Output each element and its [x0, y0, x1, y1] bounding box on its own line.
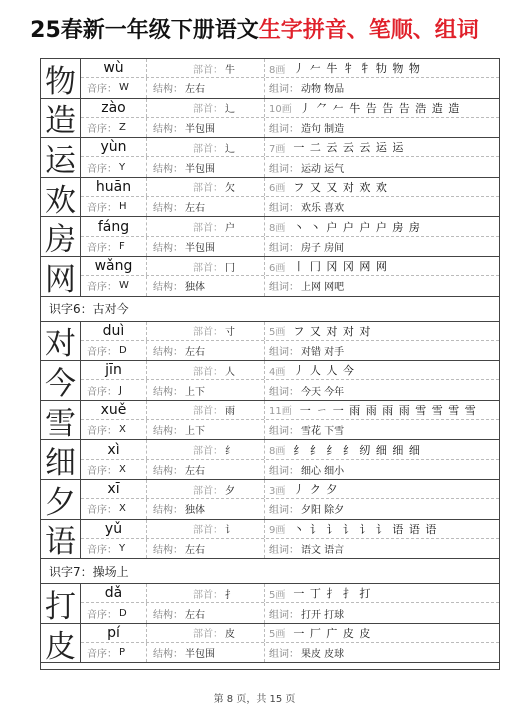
words-field: [265, 603, 499, 622]
radical-field: [147, 440, 265, 458]
radical-label: 部首：: [193, 525, 223, 537]
row-bottom-line: [81, 460, 499, 479]
row-top-line: [81, 440, 499, 459]
character-cell: 造: [41, 99, 81, 138]
index-letter-label: 音序：: [87, 84, 117, 96]
character-cell: 对: [41, 322, 81, 361]
structure-field: [147, 78, 265, 97]
index-letter-field: [81, 341, 147, 360]
index-letter-label: 音序：: [87, 649, 117, 661]
index-letter-label: 音序：: [87, 124, 117, 136]
words-value: 欢乐 喜欢: [301, 203, 345, 215]
structure-field: [147, 380, 265, 399]
row-bottom-line: [81, 539, 499, 558]
index-letter-label: 音序：: [87, 203, 117, 215]
words-label: 组词：: [269, 386, 299, 398]
stroke-count: 5画: [269, 327, 286, 339]
radical-label: 部首：: [193, 223, 223, 235]
radical-value: 纟: [225, 446, 235, 458]
row-bottom-line: [81, 276, 499, 295]
index-letter-field: [81, 643, 147, 662]
character-cell: 运: [41, 138, 81, 177]
words-field: [265, 643, 499, 662]
pinyin: xī: [81, 480, 147, 498]
index-letter-field: [81, 499, 147, 518]
stroke-order-field: [265, 520, 499, 538]
radical-field: [147, 257, 265, 275]
radical-field: [147, 178, 265, 196]
structure-field: [147, 460, 265, 479]
pinyin: xuě: [81, 401, 147, 419]
words-field: [265, 341, 499, 360]
structure-label: 结构：: [153, 163, 183, 175]
radical-value: 寸: [225, 327, 235, 339]
character-cell: 网: [41, 257, 81, 296]
words-label: 组词：: [269, 124, 299, 136]
stroke-sequence: 一 丁 扌 扌 打: [293, 587, 372, 601]
stroke-order-field: [265, 178, 499, 196]
character-cell: 今: [41, 361, 81, 400]
radical-label: 部首：: [193, 104, 223, 116]
words-label: 组词：: [269, 203, 299, 215]
character-cell: 打: [41, 584, 81, 623]
stroke-sequence: フ 又 对 对 对: [293, 324, 372, 338]
radical-value: 讠: [225, 525, 235, 537]
stroke-count: 6画: [269, 183, 286, 195]
words-value: 运动 运气: [301, 163, 345, 175]
index-letter-value: W: [119, 82, 129, 94]
radical-label: 部首：: [193, 589, 223, 601]
pinyin: yùn: [81, 138, 147, 156]
structure-label: 结构：: [153, 124, 183, 136]
pinyin: jīn: [81, 361, 147, 379]
row-top-line: [81, 59, 499, 78]
character-row: [41, 480, 499, 520]
words-label: 组词：: [269, 282, 299, 294]
words-value: 雪花 下雪: [301, 426, 345, 438]
words-field: [265, 276, 499, 295]
character-row: [41, 59, 499, 99]
stroke-count: 11画: [269, 406, 292, 418]
character-cell: 皮: [41, 624, 81, 663]
words-label: 组词：: [269, 347, 299, 359]
index-letter-field: [81, 276, 147, 295]
structure-field: [147, 420, 265, 439]
radical-label: 部首：: [193, 143, 223, 155]
words-field: [265, 78, 499, 97]
index-letter-value: P: [119, 647, 126, 659]
row-bottom-line: [81, 420, 499, 439]
structure-label: 结构：: [153, 465, 183, 477]
stroke-sequence: 丨 冂 冈 冈 网 网: [293, 260, 388, 274]
index-letter-field: [81, 197, 147, 216]
radical-field: [147, 520, 265, 538]
row-top-line: [81, 624, 499, 643]
structure-field: [147, 237, 265, 256]
words-label: 组词：: [269, 163, 299, 175]
stroke-order-field: [265, 401, 499, 419]
stroke-count: 3画: [269, 485, 286, 497]
structure-value: 半包围: [185, 163, 215, 175]
row-bottom-line: [81, 157, 499, 176]
structure-label: 结构：: [153, 426, 183, 438]
radical-label: 部首：: [193, 629, 223, 641]
structure-label: 结构：: [153, 609, 183, 621]
stroke-order-field: [265, 138, 499, 156]
row-bottom-line: [81, 643, 499, 662]
row-bottom-line: [81, 237, 499, 256]
radical-value: 户: [225, 223, 235, 235]
page-footer: 第 8 页，共 15 页: [213, 694, 296, 705]
radical-value: 扌: [225, 589, 235, 601]
structure-value: 半包围: [185, 242, 215, 254]
index-letter-field: [81, 420, 147, 439]
row-bottom-line: [81, 380, 499, 399]
stroke-order-field: [265, 257, 499, 275]
index-letter-value: D: [119, 345, 127, 357]
character-cell: 夕: [41, 480, 81, 519]
character-row: [41, 138, 499, 178]
stroke-sequence: 纟 纟 纟 纟 纫 细 细 细: [293, 443, 421, 457]
radical-field: [147, 59, 265, 77]
radical-field: [147, 217, 265, 235]
words-label: 组词：: [269, 609, 299, 621]
stroke-sequence: 一 二 云 云 云 运 运: [293, 141, 405, 155]
pinyin: duì: [81, 322, 147, 340]
radical-label: 部首：: [193, 64, 223, 76]
words-value: 造句 制造: [301, 124, 345, 136]
radical-field: [147, 584, 265, 602]
radical-label: 部首：: [193, 366, 223, 378]
index-letter-label: 音序：: [87, 242, 117, 254]
index-letter-value: Y: [119, 161, 126, 173]
character-row: [41, 440, 499, 480]
structure-value: 半包围: [185, 649, 215, 661]
stroke-sequence: 丿 ク 夕: [293, 483, 339, 497]
words-value: 对错 对手: [301, 347, 345, 359]
row-top-line: [81, 361, 499, 380]
structure-field: [147, 603, 265, 622]
stroke-sequence: 丿 人 人 今: [293, 364, 355, 378]
stroke-order-field: [265, 322, 499, 340]
stroke-count: 6画: [269, 262, 286, 274]
words-value: 果皮 皮球: [301, 649, 345, 661]
words-field: [265, 197, 499, 216]
radical-field: [147, 99, 265, 117]
structure-value: 独体: [185, 505, 205, 517]
radical-label: 部首：: [193, 262, 223, 274]
structure-label: 结构：: [153, 649, 183, 661]
row-top-line: [81, 217, 499, 236]
stroke-sequence: 一 ㄧ 一 雨 雨 雨 雨 雪 雪 雪 雪: [299, 403, 477, 417]
radical-value: 人: [225, 366, 235, 378]
character-cell: 雪: [41, 401, 81, 440]
stroke-count: 8画: [269, 223, 286, 235]
index-letter-label: 音序：: [87, 465, 117, 477]
words-value: 细心 细小: [301, 465, 345, 477]
pinyin: xì: [81, 440, 147, 458]
index-letter-label: 音序：: [87, 609, 117, 621]
row-top-line: [81, 584, 499, 603]
index-letter-value: H: [119, 201, 127, 213]
page-title: [0, 13, 509, 45]
words-field: [265, 420, 499, 439]
radical-label: 部首：: [193, 406, 223, 418]
row-top-line: [81, 480, 499, 499]
pinyin: fáng: [81, 217, 147, 235]
character-row: [41, 584, 499, 624]
index-letter-label: 音序：: [87, 505, 117, 517]
section-heading: 识字7：操场上: [41, 559, 499, 584]
radical-label: 部首：: [193, 485, 223, 497]
stroke-order-field: [265, 624, 499, 642]
words-label: 组词：: [269, 649, 299, 661]
structure-value: 左右: [185, 465, 205, 477]
index-letter-field: [81, 380, 147, 399]
character-row: [41, 178, 499, 218]
structure-label: 结构：: [153, 347, 183, 359]
words-label: 组词：: [269, 465, 299, 477]
character-cell: 细: [41, 440, 81, 479]
structure-label: 结构：: [153, 282, 183, 294]
words-value: 夕阳 除夕: [301, 505, 345, 517]
character-row: [41, 99, 499, 139]
stroke-count: 9画: [269, 525, 286, 537]
stroke-count: 10画: [269, 104, 292, 116]
structure-field: [147, 539, 265, 558]
words-field: [265, 460, 499, 479]
index-letter-value: Z: [119, 122, 126, 134]
index-letter-value: J: [119, 384, 122, 396]
structure-value: 左右: [185, 545, 205, 557]
radical-value: 辶: [225, 104, 235, 116]
stroke-order-field: [265, 217, 499, 235]
structure-field: [147, 118, 265, 137]
words-field: [265, 118, 499, 137]
radical-label: 部首：: [193, 327, 223, 339]
index-letter-label: 音序：: [87, 163, 117, 175]
row-top-line: [81, 257, 499, 276]
words-field: [265, 499, 499, 518]
index-letter-value: W: [119, 280, 129, 292]
row-bottom-line: [81, 603, 499, 622]
character-cell: 语: [41, 520, 81, 559]
stroke-sequence: 丶 讠 讠 讠 讠 讠 语 语 语: [293, 522, 438, 536]
stroke-count: 4画: [269, 366, 286, 378]
stroke-count: 8画: [269, 64, 286, 76]
stroke-count: 5画: [269, 629, 286, 641]
structure-value: 半包围: [185, 124, 215, 136]
structure-field: [147, 643, 265, 662]
index-letter-field: [81, 118, 147, 137]
stroke-order-field: [265, 361, 499, 379]
row-bottom-line: [81, 118, 499, 137]
structure-label: 结构：: [153, 84, 183, 96]
index-letter-field: [81, 603, 147, 622]
character-row: [41, 624, 499, 664]
index-letter-value: D: [119, 607, 127, 619]
row-top-line: [81, 520, 499, 539]
stroke-sequence: 丿 𠂉 牛 牜 牜 牞 物 物: [293, 62, 421, 76]
title-part-1: 25春新一年级下册语文: [30, 18, 259, 43]
pinyin: dǎ: [81, 584, 147, 602]
words-label: 组词：: [269, 545, 299, 557]
pinyin: zào: [81, 99, 147, 117]
words-value: 房子 房间: [301, 242, 345, 254]
character-table: [40, 58, 500, 670]
row-top-line: [81, 138, 499, 157]
index-letter-label: 音序：: [87, 545, 117, 557]
radical-value: 牛: [225, 64, 235, 76]
character-row: [41, 401, 499, 441]
index-letter-field: [81, 460, 147, 479]
structure-label: 结构：: [153, 203, 183, 215]
radical-value: 冂: [225, 262, 235, 274]
structure-value: 左右: [185, 203, 205, 215]
stroke-order-field: [265, 584, 499, 602]
words-field: [265, 157, 499, 176]
radical-value: 欠: [225, 183, 235, 195]
index-letter-label: 音序：: [87, 347, 117, 359]
title-part-2: 生字拼音、笔顺、组词: [258, 18, 479, 43]
stroke-order-field: [265, 480, 499, 498]
structure-field: [147, 341, 265, 360]
structure-label: 结构：: [153, 545, 183, 557]
stroke-order-field: [265, 59, 499, 77]
stroke-sequence: フ 又 又 对 欢 欢: [293, 180, 388, 194]
radical-label: 部首：: [193, 446, 223, 458]
index-letter-label: 音序：: [87, 386, 117, 398]
index-letter-label: 音序：: [87, 282, 117, 294]
structure-value: 上下: [185, 386, 205, 398]
character-row: [41, 322, 499, 362]
radical-field: [147, 624, 265, 642]
radical-field: [147, 138, 265, 156]
words-value: 上网 网吧: [301, 282, 345, 294]
index-letter-field: [81, 78, 147, 97]
stroke-order-field: [265, 440, 499, 458]
structure-field: [147, 276, 265, 295]
character-row: [41, 520, 499, 560]
stroke-sequence: 一 厂 广 皮 皮: [293, 626, 372, 640]
index-letter-field: [81, 157, 147, 176]
index-letter-value: Y: [119, 543, 126, 555]
words-value: 今天 今年: [301, 386, 345, 398]
structure-value: 左右: [185, 84, 205, 96]
radical-field: [147, 480, 265, 498]
structure-field: [147, 499, 265, 518]
structure-label: 结构：: [153, 505, 183, 517]
stroke-sequence: 丿 ⺈ 𠂉 牛 告 告 告 浩 造 造: [299, 101, 461, 115]
radical-field: [147, 401, 265, 419]
index-letter-field: [81, 237, 147, 256]
character-cell: 房: [41, 217, 81, 256]
structure-value: 左右: [185, 347, 205, 359]
words-value: 动物 物品: [301, 84, 345, 96]
section-heading: 识字6：古对今: [41, 297, 499, 322]
index-letter-value: X: [119, 463, 126, 475]
row-bottom-line: [81, 78, 499, 97]
pinyin: huān: [81, 178, 147, 196]
structure-value: 上下: [185, 426, 205, 438]
structure-label: 结构：: [153, 386, 183, 398]
stroke-count: 7画: [269, 143, 286, 155]
row-top-line: [81, 401, 499, 420]
pinyin: wù: [81, 59, 147, 77]
structure-field: [147, 197, 265, 216]
radical-value: 辶: [225, 143, 235, 155]
character-row: [41, 361, 499, 401]
words-field: [265, 380, 499, 399]
radical-value: 夕: [225, 485, 235, 497]
words-label: 组词：: [269, 505, 299, 517]
stroke-sequence: 丶 丶 户 户 户 户 房 房: [293, 220, 421, 234]
words-label: 组词：: [269, 426, 299, 438]
words-label: 组词：: [269, 84, 299, 96]
row-bottom-line: [81, 499, 499, 518]
character-cell: 物: [41, 59, 81, 98]
index-letter-label: 音序：: [87, 426, 117, 438]
row-top-line: [81, 99, 499, 118]
radical-value: 雨: [225, 406, 235, 418]
character-row: [41, 257, 499, 297]
structure-label: 结构：: [153, 242, 183, 254]
words-value: 语文 语言: [301, 545, 345, 557]
character-row: [41, 217, 499, 257]
structure-field: [147, 157, 265, 176]
radical-field: [147, 361, 265, 379]
words-field: [265, 237, 499, 256]
stroke-count: 8画: [269, 446, 286, 458]
radical-field: [147, 322, 265, 340]
row-bottom-line: [81, 197, 499, 216]
index-letter-field: [81, 539, 147, 558]
radical-label: 部首：: [193, 183, 223, 195]
stroke-count: 5画: [269, 589, 286, 601]
words-value: 打开 打球: [301, 609, 345, 621]
character-cell: 欢: [41, 178, 81, 217]
words-field: [265, 539, 499, 558]
stroke-order-field: [265, 99, 499, 117]
index-letter-value: X: [119, 424, 126, 436]
row-top-line: [81, 322, 499, 341]
pinyin: wǎng: [81, 257, 147, 275]
structure-value: 左右: [185, 609, 205, 621]
index-letter-value: F: [119, 240, 125, 252]
row-bottom-line: [81, 341, 499, 360]
words-label: 组词：: [269, 242, 299, 254]
structure-value: 独体: [185, 282, 205, 294]
pinyin: yǔ: [81, 520, 147, 538]
pinyin: pí: [81, 624, 147, 642]
radical-value: 皮: [225, 629, 235, 641]
index-letter-value: X: [119, 503, 126, 515]
row-top-line: [81, 178, 499, 197]
